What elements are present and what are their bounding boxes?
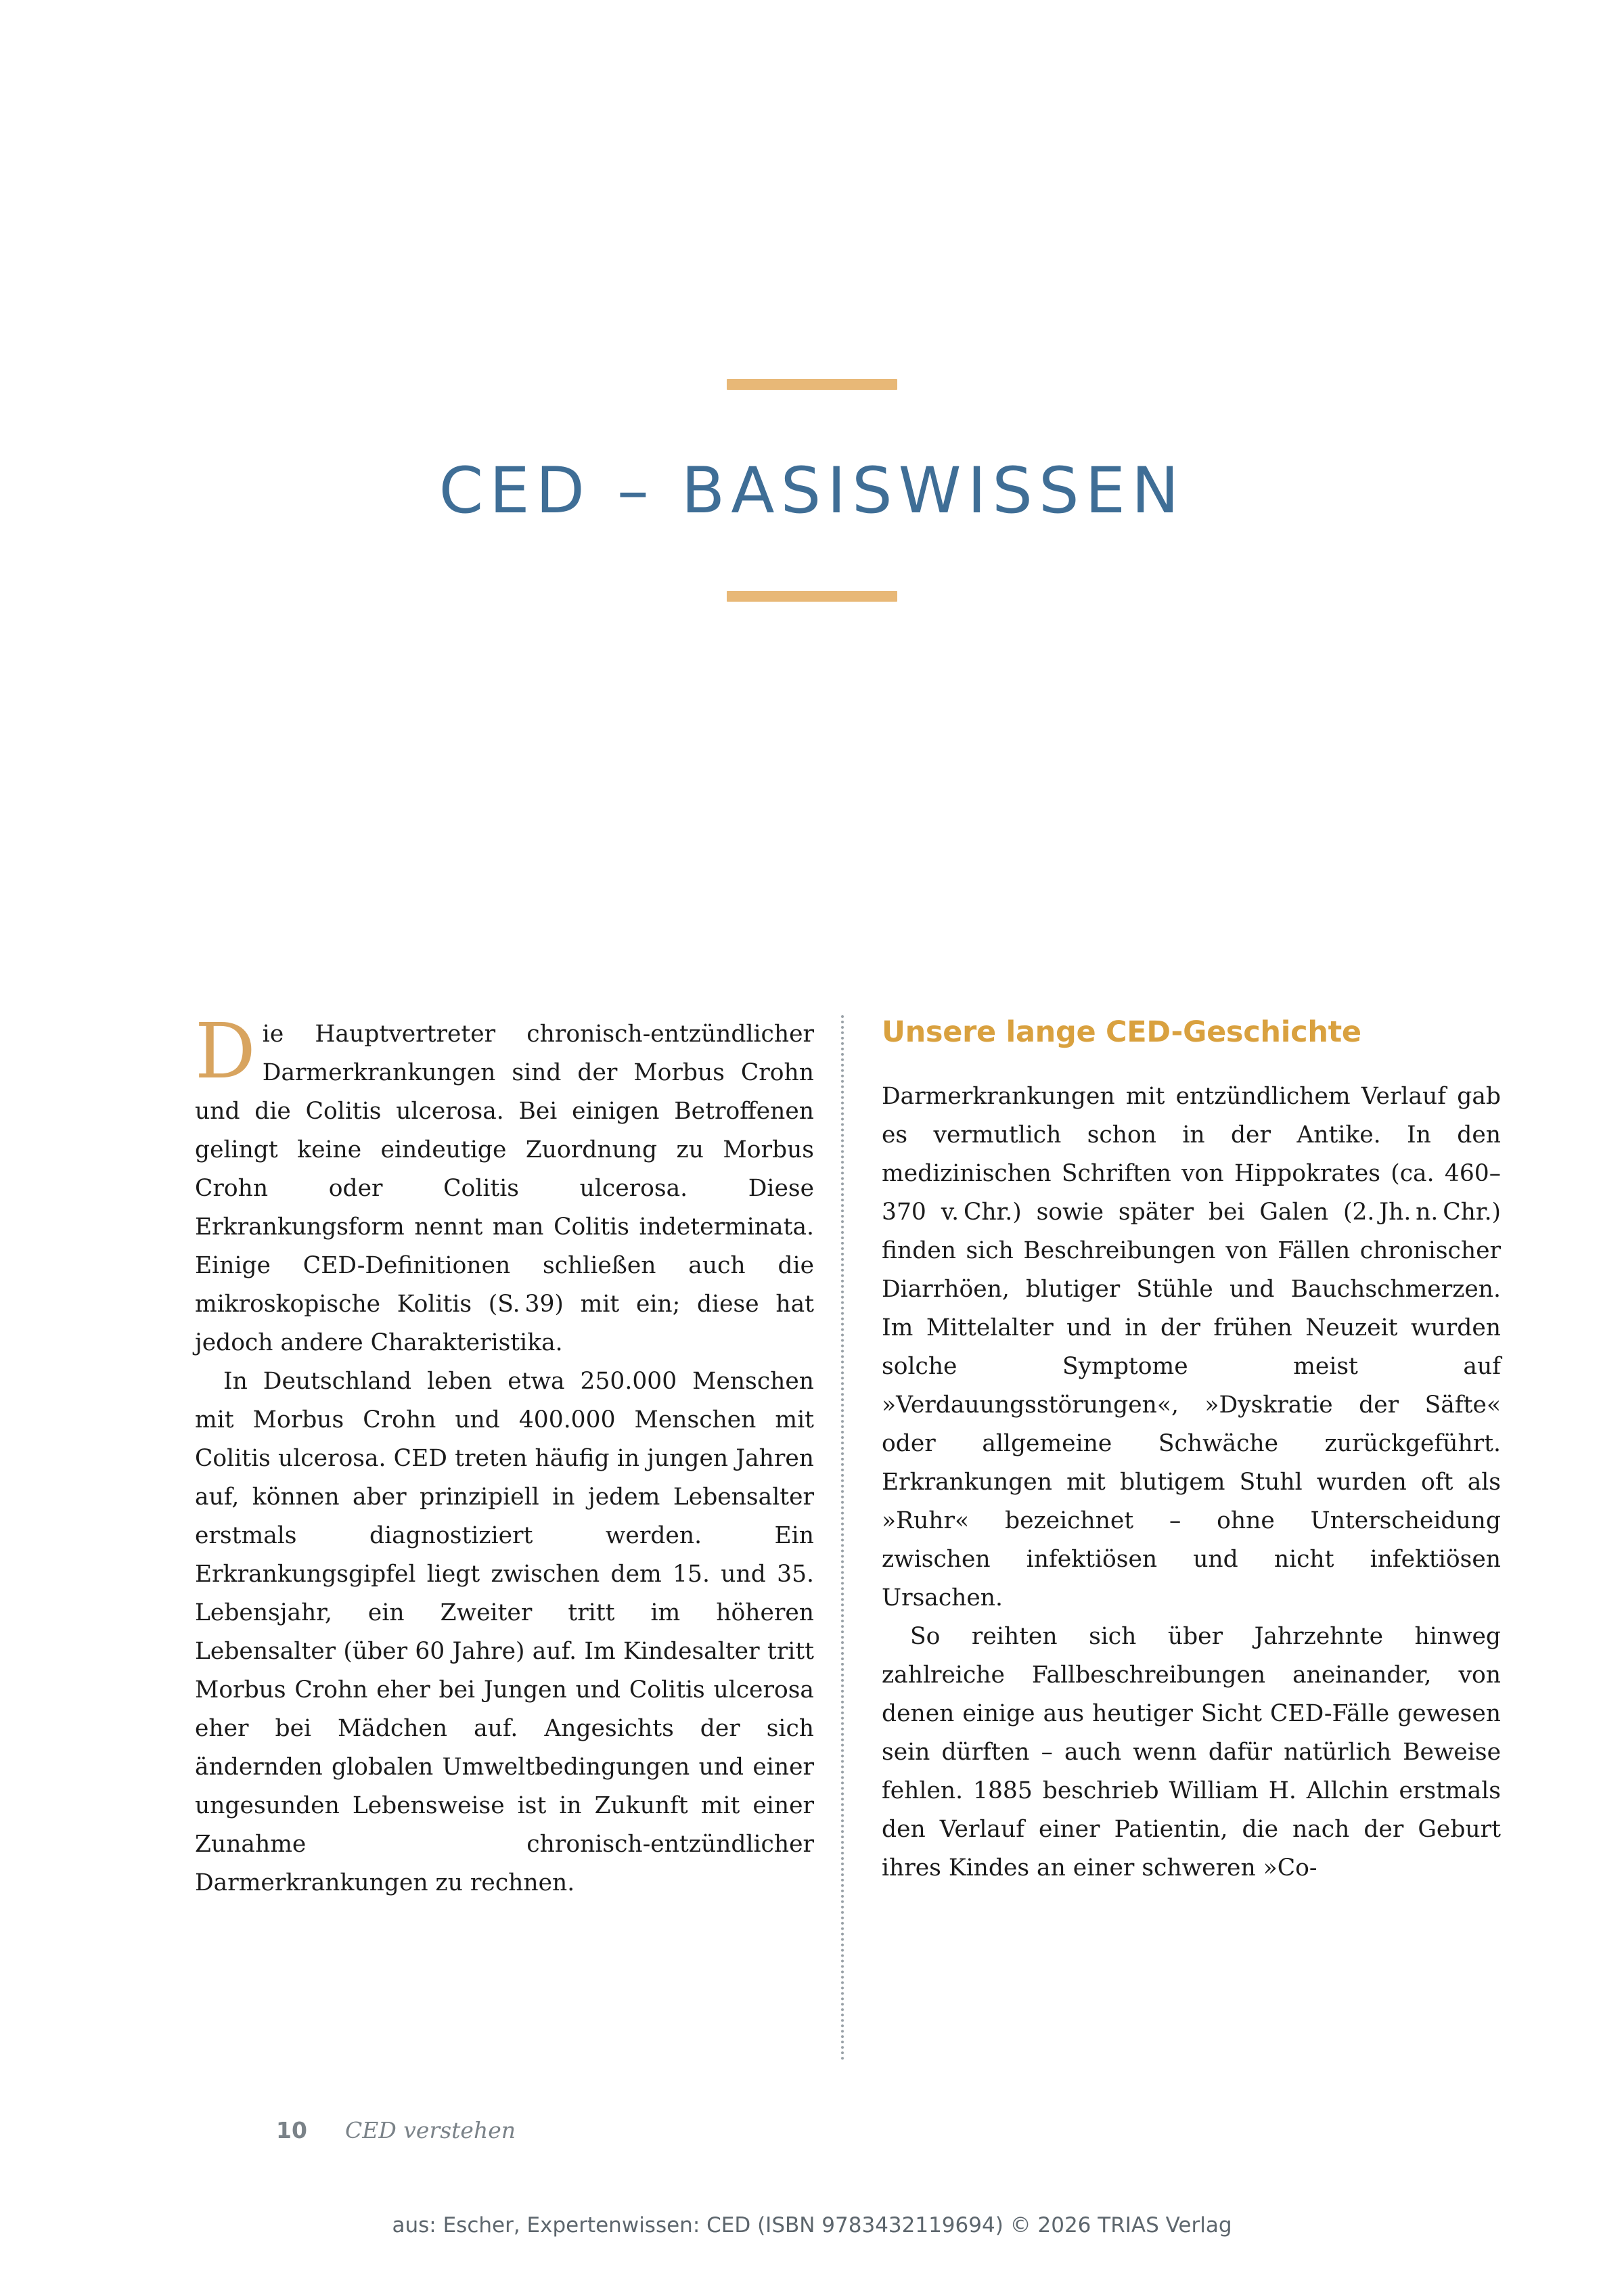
page-number: 10 <box>276 2117 307 2143</box>
left-column <box>195 1008 814 2098</box>
chapter-opener <box>0 379 1624 602</box>
chapter-title: CED – BASISWISSEN <box>438 454 1186 528</box>
section-heading-history: Unsere lange CED-Geschichte <box>882 1015 1361 1049</box>
source-attribution: aus: Escher, Expertenwissen: CED (ISBN 9783432119694) © 2026 TRIAS Verlag <box>392 2213 1232 2238</box>
running-head: CED verstehen <box>345 2117 516 2143</box>
decorative-rule-top <box>727 379 897 390</box>
paragraph-text: ie Hauptvertreter chronisch-entzündlicher Darmerkrankungen sind der Morbus Crohn und die Colitis ulcerosa. Bei einigen Betroffenen gelingt keine eindeutige Zuordnung zu Morbus Crohn oder Colitis ulcerosa. Diese Erkrankungsform nennt man Colitis indeterminata. Einige CED-Definitionen schließen auch die mikroskopische Kolitis (S. 39) mit ein; diese hat jedoch andere Charakteristika. <box>195 1021 814 1356</box>
decorative-rule-bottom <box>727 591 897 602</box>
paragraph-case-reports: So reihten sich über Jahrzehnte hinweg zahlreiche Fallbeschreibungen aneinander, von denen einige aus heutiger Sicht CED-Fälle gewesen sein dürften – auch wenn dafür natürlich Beweise fehlen. 1885 beschrieb William H. Allchin erstmals den Verlauf einer Patientin, die nach der Geburt ihres Kindes an einer schweren »Co- <box>882 1622 1501 1882</box>
drop-cap: D <box>195 1008 256 1096</box>
paragraph-intro <box>195 1008 814 1362</box>
paragraph-statistics: In Deutschland leben etwa 250.000 Menschen mit Morbus Crohn und 400.000 Menschen mit Colitis ulcerosa. CED treten häufig in jungen Jahren auf, können aber prinzipiell in jedem Lebensalter erstmals diagnostiziert werden. Ein Erkrankungsgipfel liegt zwischen dem 15. und 35. Lebensjahr, ein Zweiter tritt im höheren Lebensalter (über 60 Jahre) auf. Im Kindesalter tritt Morbus Crohn eher bei Jungen und Colitis ulcerosa eher bei Mädchen auf. Angesichts der sich ändernden globalen Umweltbedingungen und einer ungesunden Lebensweise ist in Zukunft mit einer Zunahme chronisch-entzündlicher Darmerkrankungen zu rechnen. <box>195 1368 814 1896</box>
paragraph-antiquity: Darmerkrankungen mit entzündlichem Verlauf gab es vermutlich schon in der Antike. In den medizinischen Schriften von Hippokrates (ca. 460–370 v. Chr.) sowie später bei Galen (2. Jh. n. Chr.) finden sich Beschreibungen von Fällen chronischer Diarrhöen, blutiger Stühle und Bauchschmerzen. Im Mittelalter und in der frühen Neuzeit wurden solche Symptome meist auf »Verdauungsstörungen«, »Dyskratie der Säfte« oder allgemeine Schwäche zurückgeführt. Erkrankungen mit blutigem Stuhl wurden oft als »Ruhr« bezeichnet – ohne Unterscheidung zwischen infektiösen und nicht infektiösen Ursachen. <box>882 1082 1501 1611</box>
body-columns <box>195 1008 1501 2098</box>
right-column <box>882 1015 1501 2098</box>
